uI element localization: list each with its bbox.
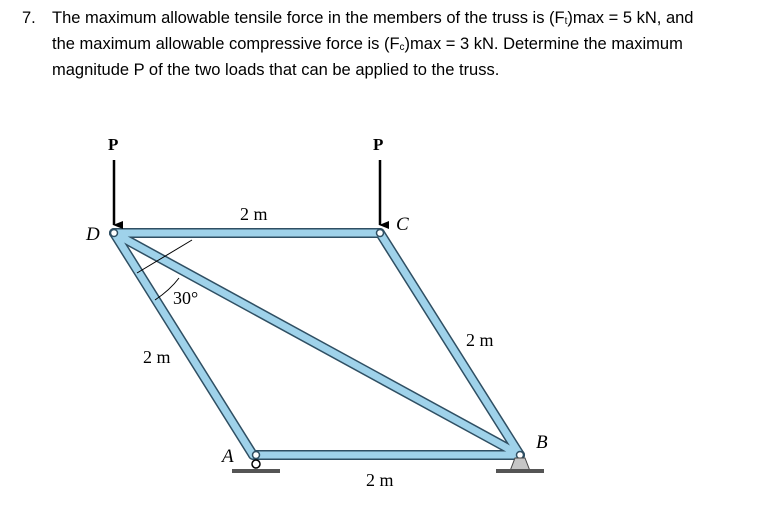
line2-text: the maximum allowable compressive force is (F [52, 35, 400, 53]
joint-label-a: A [222, 446, 234, 467]
dimension-right: 2 m [466, 330, 494, 350]
dimension-left: 2 m [143, 347, 171, 367]
dimension-bottom: 2 m [366, 470, 394, 490]
dimension-top: 2 m [240, 204, 268, 224]
joint-label-b: B [536, 432, 548, 453]
joint-label-d: D [86, 224, 100, 245]
line2-text-end: )max = 3 kN. Determine the maximum [404, 35, 683, 53]
truss-members [114, 233, 520, 455]
pin-d [111, 230, 118, 237]
pin-c [377, 230, 384, 237]
problem-line-3: magnitude P of the two loads that can be applied to the truss. [52, 61, 500, 79]
line1-text: The maximum allowable tensile force in the members of the truss is (F [52, 9, 565, 27]
roller-support-a [232, 460, 280, 471]
tension-subscript: t [564, 16, 568, 27]
problem-number: 7. [22, 9, 36, 27]
roller-wheel [252, 460, 260, 468]
compression-subscript: c [399, 42, 405, 53]
load-label-c: P [373, 135, 384, 154]
load-label-d: P [108, 135, 119, 154]
pin-a [253, 452, 260, 459]
pin-b [517, 452, 524, 459]
member-db-fill [114, 233, 520, 455]
joint-label-c: C [396, 214, 409, 235]
line1-text-end: )max = 5 kN, and [567, 9, 694, 27]
angle-label: 30° [173, 288, 199, 308]
